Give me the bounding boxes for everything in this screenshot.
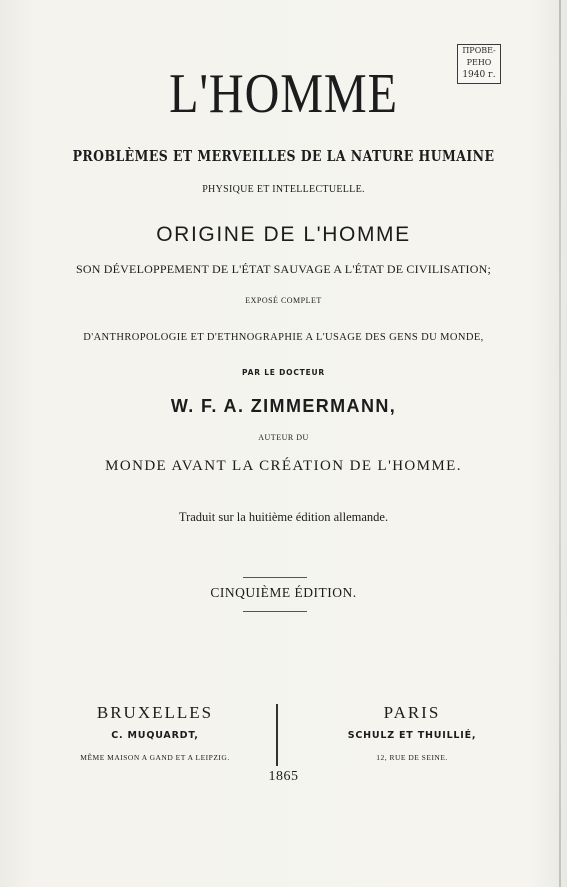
divider-rule-bottom	[243, 611, 307, 612]
divider-rule-top	[243, 577, 307, 578]
imprint-address-left: MÊME MAISON A GAND ET A LEIPZIG.	[80, 753, 230, 762]
page-edge	[559, 0, 561, 887]
section-heading: ORIGINE DE L'HOMME	[156, 223, 411, 246]
imprint-address-right: 12, RUE DE SEINE.	[376, 753, 448, 762]
book-title: L'HOMME	[169, 63, 398, 125]
author-name: W. F. A. ZIMMERMANN,	[170, 396, 397, 416]
stamp-line-2: РЕНО	[466, 58, 492, 67]
expose-line: EXPOSÉ COMPLET	[245, 296, 322, 305]
development-line: SON DÉVELOPPEMENT DE L'ÉTAT SAUVAGE A L'ÉTAT DE CIVILISATION;	[75, 262, 492, 276]
imprint-divider	[276, 704, 278, 766]
other-work-title: MONDE AVANT LA CRÉATION DE L'HOMME.	[105, 458, 462, 474]
anthropology-line: D'ANTHROPOLOGIE ET D'ETHNOGRAPHIE A L'USAGE DES GENS DU MONDE,	[83, 332, 484, 343]
imprint-city-right: PARIS	[383, 703, 441, 722]
stamp-line-1: ПРОВЕ-	[462, 46, 496, 55]
translation-note: Traduit sur la huitième édition allemande.	[178, 510, 389, 524]
edition-label: CINQUIÈME ÉDITION.	[210, 585, 357, 600]
publication-year: 1865	[268, 769, 299, 784]
imprint-publisher-left: C. MUQUARDT,	[111, 730, 199, 741]
stamp-line-3: 1940 г.	[462, 70, 496, 80]
imprint-city-left: BRUXELLES	[96, 703, 214, 722]
by-line: PAR LE DOCTEUR	[242, 368, 325, 377]
book-subtitle: PROBLÈMES ET MERVEILLES DE LA NATURE HUMAINE	[72, 148, 495, 165]
author-of-line: AUTEUR DU	[258, 433, 309, 442]
imprint-publisher-right: SCHULZ ET THUILLIÉ,	[347, 730, 477, 741]
book-subtitle-2: PHYSIQUE ET INTELLECTUELLE.	[202, 184, 365, 195]
